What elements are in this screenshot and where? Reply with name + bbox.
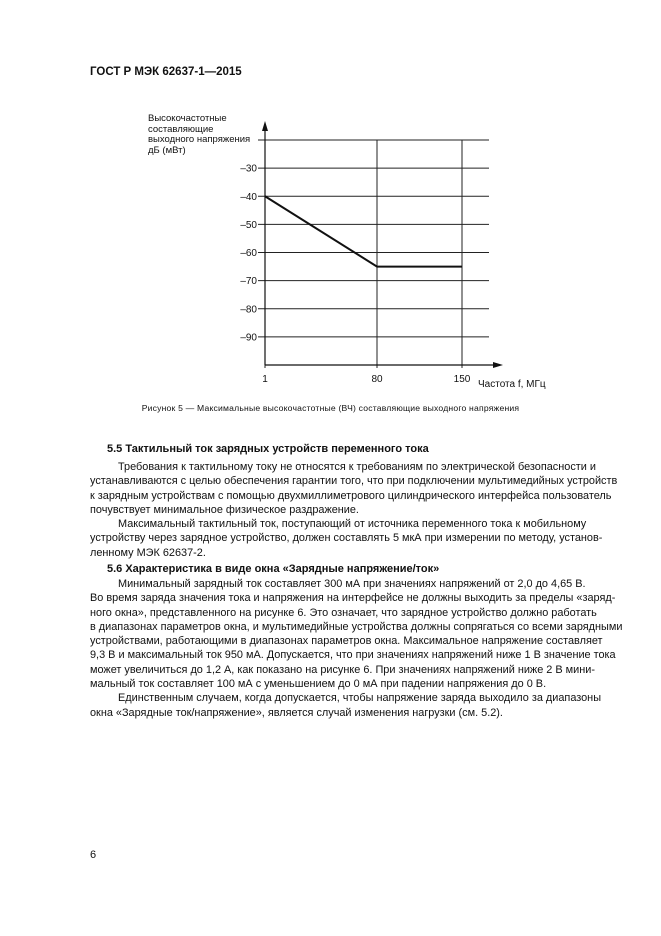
paragraph-line: Минимальный зарядный ток составляет 300 мА при значениях напряжений от 2,0 до 4,65 В.	[118, 578, 586, 590]
paragraph-line: может увеличиться до 1,2 А, как показано на рисунке 6. При значениях напряжений ниже 2 В мини-	[90, 663, 595, 676]
y-label-line: дБ (мВт)	[148, 144, 186, 156]
y-tick-label: –30	[240, 163, 257, 175]
paragraph-line: Единственным случаем, когда допускается, чтобы напряжение заряда выходило за диапазоны	[118, 692, 602, 705]
paragraph-line: к зарядным устройствам с помощью двухмиллиметрового цилиндрического интерфейса пользователь	[90, 489, 612, 502]
section-5-6-body	[90, 577, 623, 720]
series-line	[265, 196, 462, 266]
paragraph-line: устанавливаются с целью обеспечения гарантии того, что при подключении мультимедийных устройств	[90, 475, 618, 488]
y-label-line: Высокочастотные	[148, 113, 227, 124]
paragraph-line: почувствует минимальное физическое раздражение.	[90, 503, 359, 516]
y-tick-label: –60	[240, 248, 257, 259]
y-label-line: составляющие	[148, 123, 214, 135]
x-axis-arrow-icon	[493, 362, 503, 368]
x-tick-label: 80	[371, 374, 383, 385]
figure-caption: Рисунок 5 — Максимальные высокочастотные (ВЧ) составляющие выходного напряжения	[141, 403, 520, 413]
paragraph-line: Требования к тактильному току не относятся к требованиям по электрической безопасности и	[118, 461, 596, 473]
figure-5-chart	[0, 0, 661, 400]
y-axis-arrow-icon	[262, 121, 268, 131]
y-tick-label: –50	[240, 219, 257, 231]
paragraph-line: в диапазонах параметров окна, и мультимедийные устройства должны сопрягаться со всеми зарядными	[90, 620, 623, 633]
y-tick-label: –80	[240, 304, 257, 316]
x-tick-label: 150	[453, 374, 471, 385]
paragraph-line: устройству через зарядное устройство, должен составлять 5 мкА при измерении по методу, установ-	[90, 532, 603, 545]
y-tick-label: –40	[240, 191, 257, 203]
paragraph-line: устройствами, работающими в диапазонах параметров окна. Максимальное напряжение составляет	[90, 635, 603, 648]
section-5-6-heading: 5.6 Характеристика в виде окна «Зарядные напряжение/ток»	[107, 563, 440, 575]
document-header: ГОСТ Р МЭК 62637-1—2015	[90, 66, 242, 78]
x-axis-label: Частота f, МГц	[478, 379, 546, 390]
section-5-5-body	[90, 460, 618, 560]
y-tick-label: –70	[240, 276, 257, 288]
page-number: 6	[90, 849, 97, 861]
y-label-line: выходного напряжения	[148, 134, 251, 146]
paragraph-line: окна «Зарядные ток/напряжение», является случай изменения нагрузки (см. 5.2).	[90, 706, 503, 719]
paragraph-line: 9,3 В и максимальный ток 950 мА. Допускается, что при значениях напряжений ниже 1 В значение тока	[90, 649, 616, 662]
paragraph-line: ного окна», представленного на рисунке 6. Это означает, что зарядное устройство должно работать	[90, 606, 597, 619]
paragraph-line: Максимальный тактильный ток, поступающий от источника переменного тока к мобильному	[118, 518, 587, 531]
section-5-5-heading: 5.5 Тактильный ток зарядных устройств переменного тока	[107, 443, 429, 455]
paragraph-line: Во время заряда значения тока и напряжения на интерфейсе не должны выходить за пределы «заряд-	[90, 592, 616, 605]
x-tick-label: 1	[262, 374, 268, 385]
paragraph-line: мальный ток составляет 100 мА с уменьшением до 0 мА при падении напряжения до 0 В.	[90, 678, 547, 691]
paragraph-line: ленному МЭК 62637-2.	[90, 546, 206, 559]
y-tick-label: –90	[240, 332, 257, 344]
